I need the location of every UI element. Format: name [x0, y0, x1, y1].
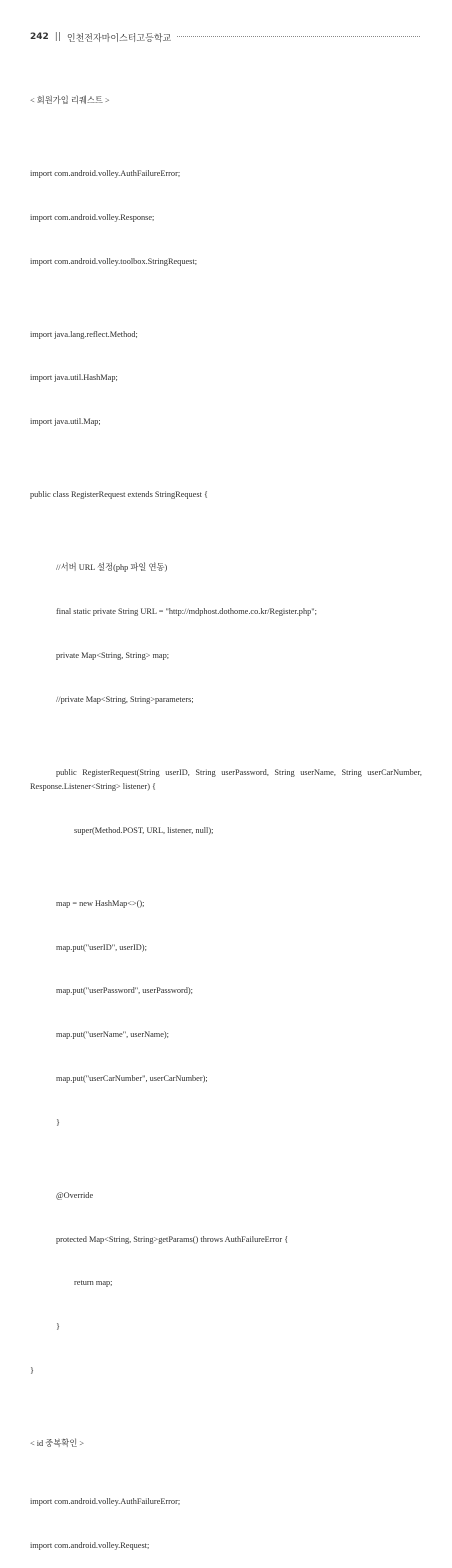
code-line: protected Map<String, String>getParams() throws AuthFailureError {: [56, 1234, 289, 1244]
code-line: map.put("userID", userID);: [56, 942, 147, 952]
code-listing: [30, 65, 422, 1568]
code-line: import com.android.volley.AuthFailureError;: [30, 1497, 181, 1507]
code-line: map = new HashMap<>();: [56, 898, 145, 908]
code-line: map.put("userCarNumber", userCarNumber);: [56, 1073, 208, 1083]
code-line: import java.util.Map;: [30, 417, 101, 427]
header-dotted-rule: [177, 35, 420, 37]
code-line: import com.android.volley.Response;: [30, 212, 155, 222]
code-line: private Map<String, String> map;: [56, 650, 170, 660]
code-line: map.put("userPassword", userPassword);: [56, 986, 193, 996]
page-number: 242: [30, 32, 49, 42]
code-comment: //서버 URL 설정(php 파일 연동): [56, 563, 168, 573]
code-line: final static private String URL = "http://mdphost.dothome.co.kr/Register.php";: [56, 606, 317, 616]
header-separator: ||: [54, 32, 61, 42]
code-annotation: @Override: [56, 1190, 94, 1200]
section-title-id-check: < id 중복확인 >: [30, 1438, 85, 1448]
code-comment: //private Map<String, String>parameters;: [56, 694, 194, 704]
code-line: }: [56, 1117, 60, 1127]
code-line: }: [56, 1322, 60, 1332]
code-line-constructor: public RegisterRequest(String userID, String userPassword, String userName, String userCarNumber, Response.Listener<String> listener) {: [30, 767, 422, 792]
code-line: import com.android.volley.toolbox.StringRequest;: [30, 256, 197, 266]
code-line: import com.android.volley.Request;: [30, 1540, 150, 1550]
code-line: import com.android.volley.AuthFailureError;: [30, 169, 181, 179]
section-title-register: < 회원가입 리퀘스트 >: [30, 96, 110, 106]
code-line: public class RegisterRequest extends StringRequest {: [30, 490, 208, 500]
page-header: [30, 30, 420, 44]
book-title: 인천전자마이스터고등학교: [66, 33, 172, 44]
code-line: import java.lang.reflect.Method;: [30, 329, 138, 339]
code-line: map.put("userName", userName);: [56, 1030, 169, 1040]
code-line: import java.util.HashMap;: [30, 373, 118, 383]
code-line: }: [30, 1365, 34, 1375]
code-line: return map;: [74, 1278, 113, 1288]
code-line: super(Method.POST, URL, listener, null);: [74, 825, 214, 835]
